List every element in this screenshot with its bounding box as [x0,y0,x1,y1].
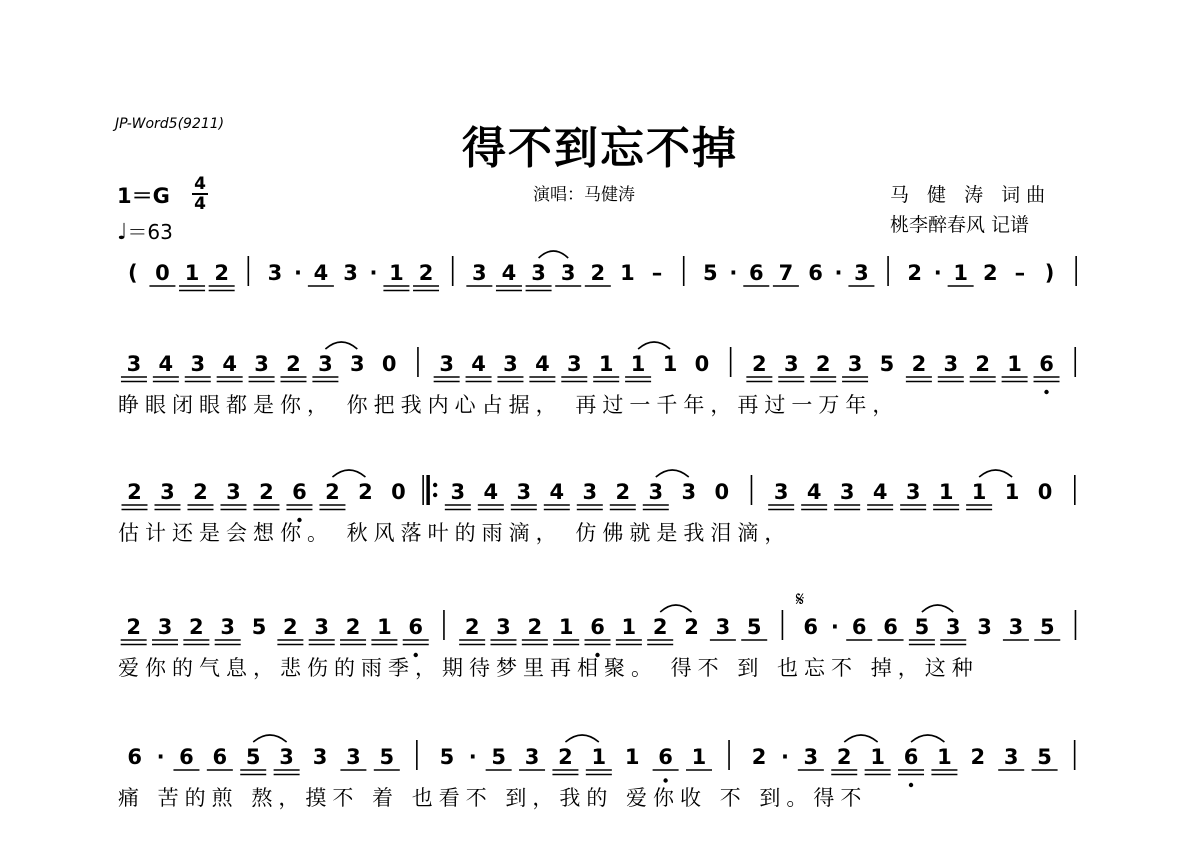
tie-arc [638,342,670,349]
note: 2 [836,745,852,769]
note: 5 [251,615,267,639]
song-title: 得不到忘不掉 [462,123,738,174]
note: 6 [408,615,424,639]
note: 2 [684,615,699,639]
note: 1 [377,615,392,639]
note: 2 [751,745,767,769]
quarter-note-icon: ♩ [117,220,128,245]
note: 3 [190,352,206,376]
transcriber-credit: 桃李醉春风 记谱 [890,214,1030,236]
tie-arc [844,735,877,742]
note: 5 [491,745,506,769]
key-signature: 1＝G [117,184,170,208]
augmentation-dot: · [729,261,738,285]
note: 4 [483,480,499,504]
note: 2 [907,261,923,285]
note: 1 [598,352,614,376]
note: 3 [126,352,142,376]
note: 6 [1039,352,1054,376]
software-version: JP-Word5(9211) [115,116,225,132]
note: 6 [803,615,818,639]
note: 3 [450,480,466,504]
note: 3 [803,745,819,769]
note: ) [1044,261,1055,285]
lyrics-line: 睁眼闭眼都是你， 你把我内心占据， 再过一千年，再过一万年， [118,393,900,417]
note: 3 [560,261,576,285]
note: 0 [155,261,170,285]
segno-sign: 𝄋 [795,587,805,611]
note: 3 [945,615,961,639]
note: 3 [349,352,365,376]
note: 6 [212,745,228,769]
tie-arc [325,342,357,349]
note: 3 [524,745,540,769]
note: 3 [566,352,582,376]
augmentation-dot: · [780,745,789,769]
repeat-dot [433,483,437,487]
note: 5 [1039,615,1055,639]
note: 3 [1008,615,1024,639]
note: 0 [381,352,397,376]
note: 2 [345,615,361,639]
note: 3 [472,261,487,285]
note: 3 [531,261,546,285]
note: 3 [312,745,328,769]
note: 1 [691,745,707,769]
note: 2 [126,615,141,639]
note: 4 [535,352,550,376]
note: 5 [439,745,455,769]
singer-credit: 演唱：马健涛 [533,185,635,205]
lyrics-line: 痛 苦的煎 熬，摸不 着 也看不 到，我的 爱你收 不 到。得不 [118,786,868,810]
note: 1 [389,261,404,285]
note: 2 [358,480,373,504]
note: 3 [977,615,992,639]
note: 3 [847,352,863,376]
octave-dot-low [909,783,913,787]
note: 3 [314,615,330,639]
note: 3 [905,480,921,504]
tie-arc [565,735,598,742]
note: 3 [681,480,697,504]
note: 0 [694,352,710,376]
note: 5 [914,615,930,639]
time-signature-denominator: 4 [194,194,206,214]
note: 1 [938,480,954,504]
note: 2 [911,352,927,376]
note: 6 [903,745,919,769]
note: 3 [783,352,799,376]
note: 2 [127,480,142,504]
note: 3 [226,480,241,504]
augmentation-dot: · [369,261,378,285]
note: 2 [558,745,573,769]
note: 2 [590,261,606,285]
tie-arc [911,735,944,742]
note: 3 [854,261,869,285]
tie-arc [979,470,1012,477]
note: 2 [815,352,831,376]
note: 2 [259,480,274,504]
note: 3 [582,480,598,504]
note: 3 [279,745,294,769]
note: 3 [160,480,175,504]
note: 1 [662,352,678,376]
note: 2 [464,615,480,639]
note: 0 [391,480,406,504]
note: 5 [379,745,395,769]
note: 1 [953,261,968,285]
tempo-value: ＝63 [127,220,173,244]
note: 2 [193,480,208,504]
note: 6 [292,480,307,504]
note: 5 [703,261,718,285]
note: 2 [982,261,998,285]
tie-arc [656,470,689,477]
note: 2 [189,615,204,639]
note: 5 [879,352,895,376]
note: 3 [318,352,333,376]
augmentation-dot: · [293,261,302,285]
note: 5 [245,745,261,769]
note: 1 [621,615,637,639]
note: 2 [286,352,301,376]
note: 4 [471,352,486,376]
note: 2 [325,480,340,504]
note: 3 [943,352,959,376]
tie-arc [660,605,691,612]
note: 3 [648,480,664,504]
note: 0 [1037,480,1053,504]
note: 1 [971,480,987,504]
note: 4 [806,480,822,504]
note: 3 [343,261,358,285]
note: 3 [1003,745,1019,769]
note: 6 [127,745,143,769]
note: 4 [313,261,329,285]
note: 5 [1037,745,1052,769]
tie-arc [253,735,286,742]
note: 2 [970,745,986,769]
note: 6 [851,615,867,639]
note: 4 [872,480,888,504]
composer-credit: 马 健 涛 词曲 [890,184,1052,206]
octave-dot-low [663,778,667,782]
note: 1 [184,261,200,285]
note: 1 [591,745,607,769]
note: 2 [214,261,229,285]
note: 2 [975,352,991,376]
note: 0 [714,480,730,504]
note: 2 [527,615,543,639]
note: 1 [620,261,635,285]
dash-extension: – [1014,261,1026,285]
note: 4 [222,352,237,376]
note: 4 [549,480,565,504]
note: 3 [496,615,511,639]
dash-extension: – [651,261,663,285]
repeat-dot [433,493,437,497]
note: 7 [778,261,794,285]
note: 1 [870,745,885,769]
augmentation-dot: · [830,615,839,639]
note: 6 [748,261,764,285]
note: 1 [624,745,640,769]
augmentation-dot: · [156,745,165,769]
note: 3 [157,615,173,639]
note: 2 [615,480,631,504]
note: 1 [630,352,646,376]
note: 1 [1004,480,1020,504]
note: 6 [658,745,673,769]
note: 1 [558,615,574,639]
note: 6 [179,745,194,769]
note: 3 [839,480,855,504]
note: 2 [283,615,298,639]
note: 3 [503,352,518,376]
note: 1 [937,745,952,769]
lyrics-line: 爱你的气息，悲伤的雨季，期待梦里再相聚。 得不 到 也忘不 掉，这种 [118,656,979,680]
note: 5 [746,615,762,639]
note: 3 [346,745,361,769]
note: 4 [158,352,174,376]
octave-dot-low [1044,390,1048,394]
note: 6 [808,261,823,285]
augmentation-dot: · [468,745,477,769]
note: 3 [516,480,532,504]
note: 3 [439,352,454,376]
tie-arc [539,251,569,258]
note: 2 [752,352,767,376]
time-signature-numerator: 4 [194,174,206,194]
note: 3 [220,615,236,639]
note: 3 [715,615,731,639]
note: 3 [254,352,269,376]
lyrics-line: 估计还是会想你。 秋风落叶的雨滴， 仿佛就是我泪滴， [118,521,792,545]
augmentation-dot: · [834,261,843,285]
note: 4 [501,261,517,285]
tie-arc [922,605,953,612]
note: 3 [267,261,283,285]
tie-arc [332,470,365,477]
note: 3 [773,480,789,504]
note: 6 [883,615,898,639]
note: 2 [652,615,668,639]
note: 6 [590,615,605,639]
augmentation-dot: · [933,261,942,285]
note: 2 [418,261,434,285]
note: 1 [1007,352,1022,376]
note: ( [128,261,138,285]
